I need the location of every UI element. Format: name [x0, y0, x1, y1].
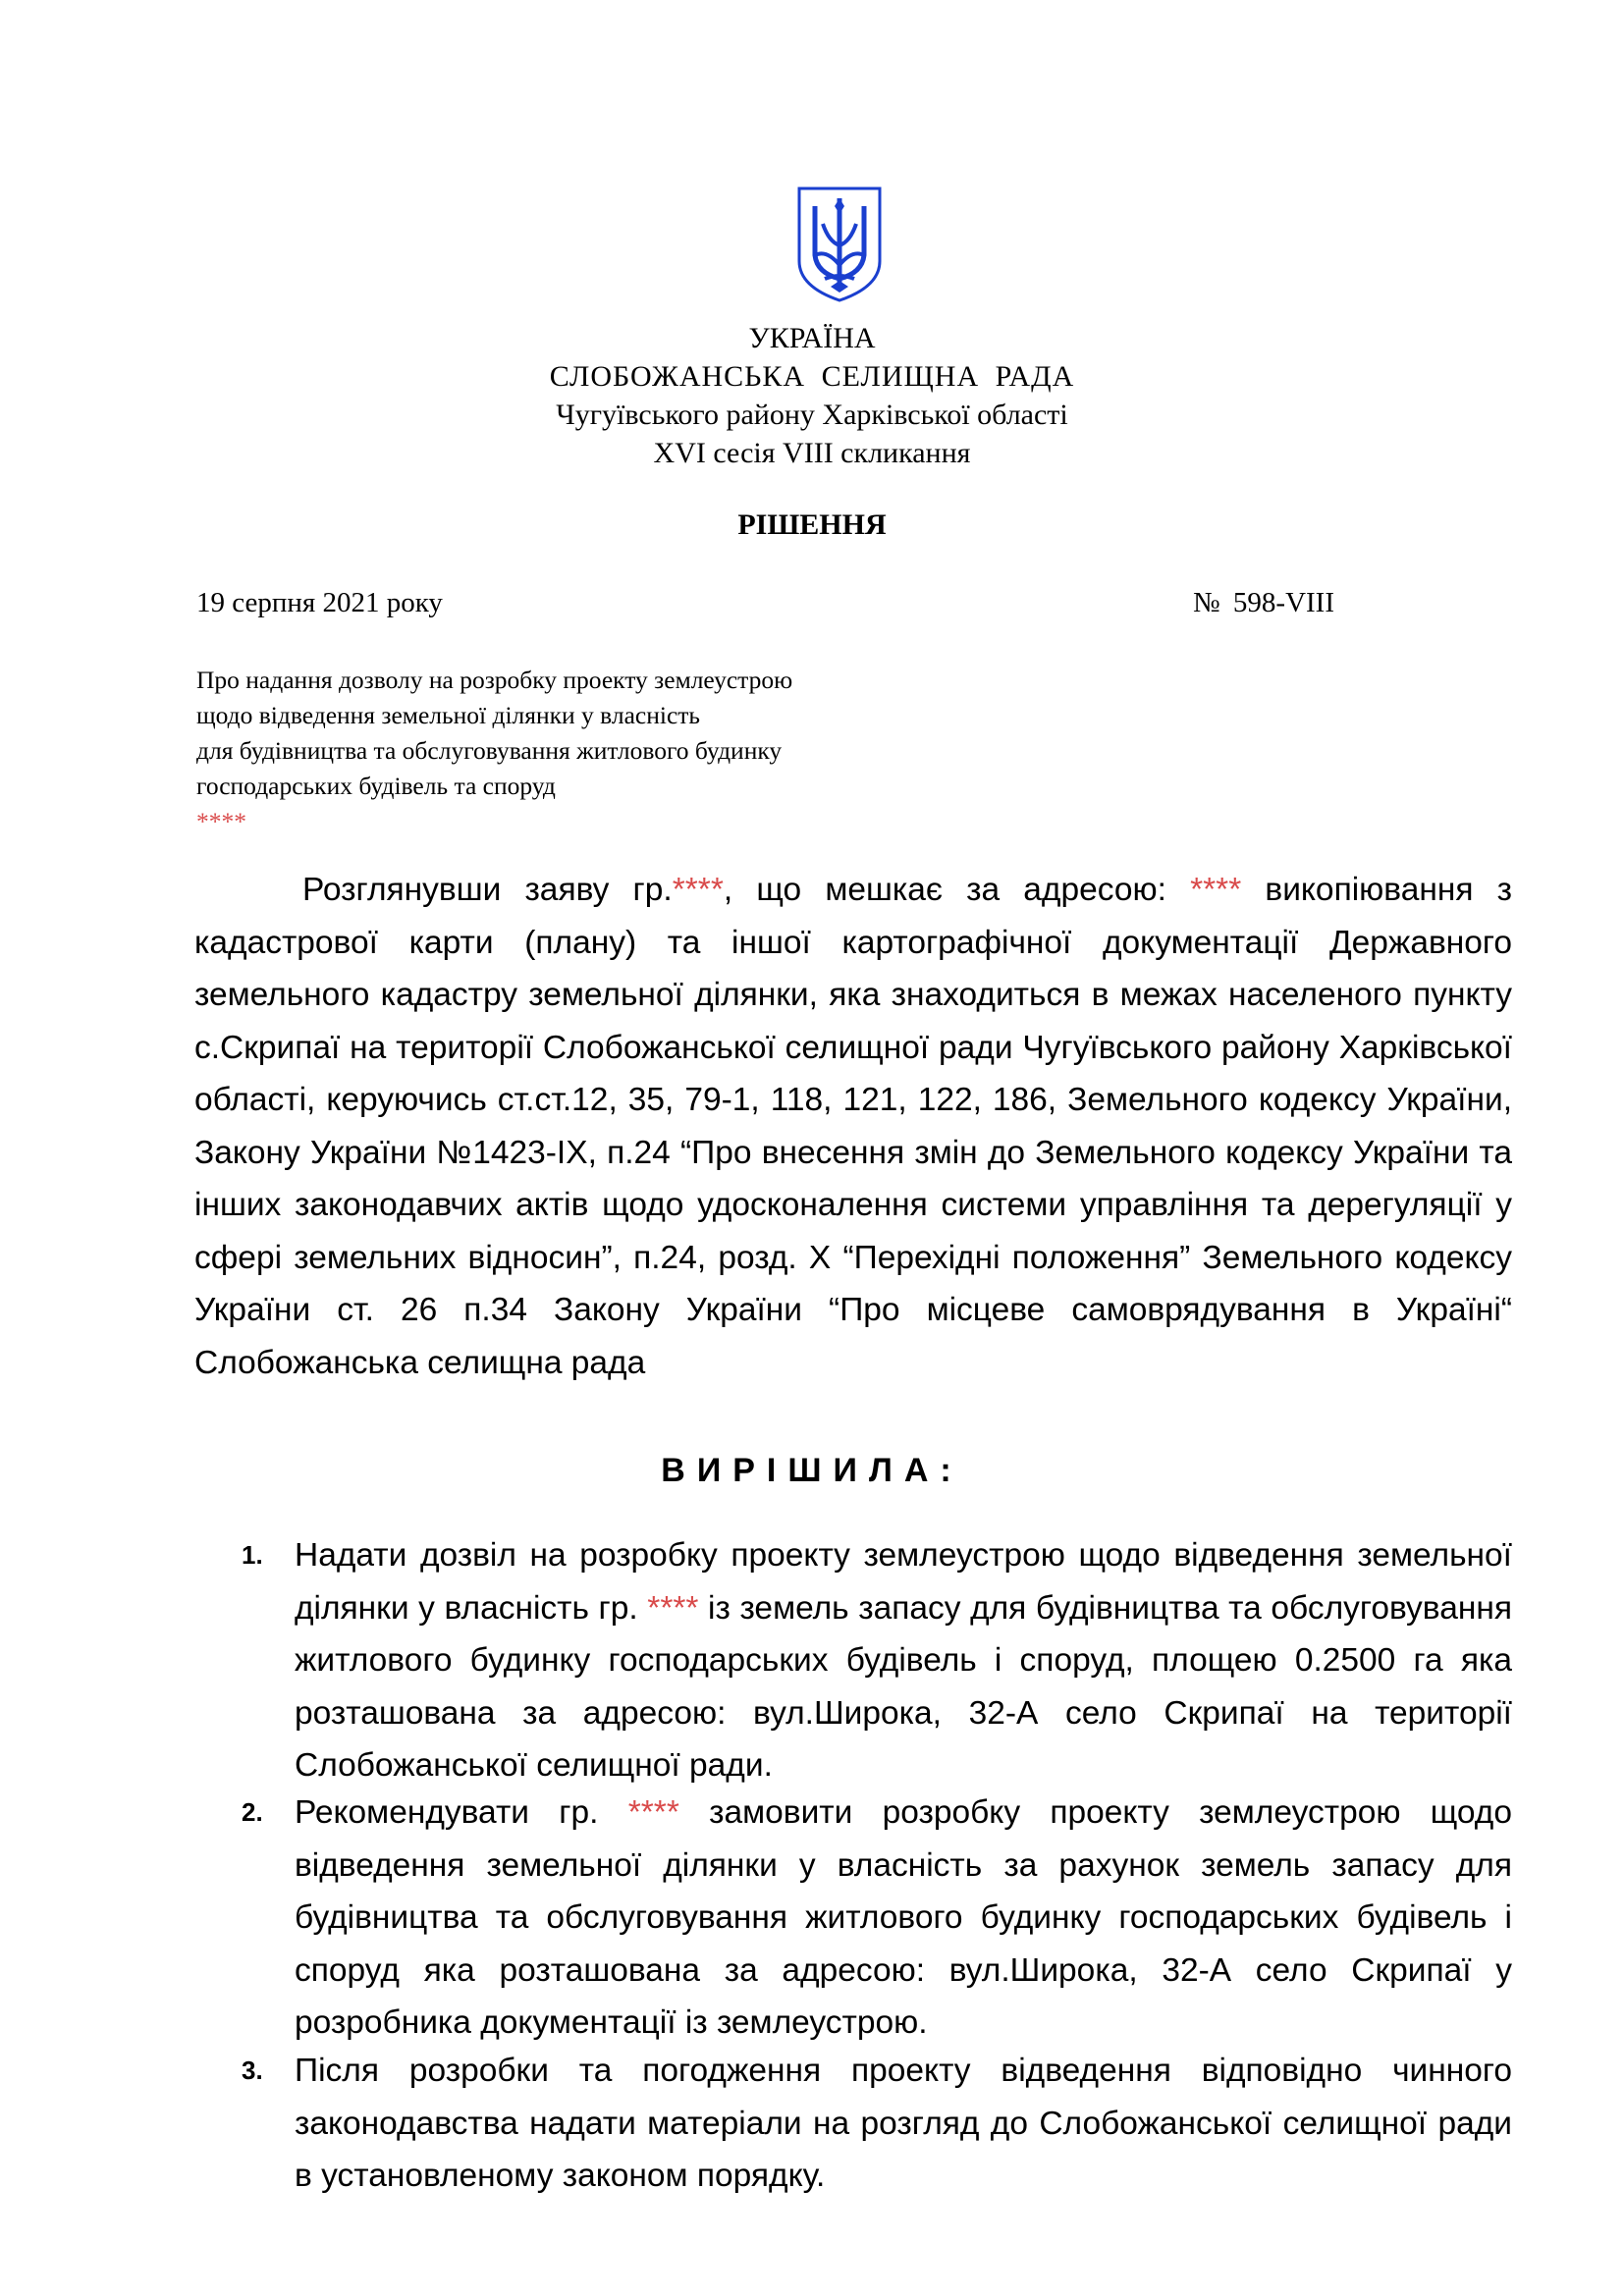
decision-title: РІШЕННЯ	[737, 508, 887, 541]
trident-coat-of-arms-icon	[795, 185, 884, 304]
council-heading: СЛОБОЖАНСЬКА СЕЛИЩНА РАДА	[549, 360, 1075, 393]
decision-item	[295, 2045, 1512, 2203]
item-number: 1.	[242, 1540, 263, 1570]
masked-applicant-name: ****	[672, 872, 724, 908]
item-text: із земель запасу для будівництва та обслуговування житлового будинку господарських будівель і споруд, площею 0.2500 га яка розташована за адресою: вул.Широка, 32-А село Скрипаї на території Слобожанської селищної ради.	[295, 1589, 1512, 1784]
masked-address: ****	[1190, 872, 1242, 908]
preamble-paragraph	[194, 864, 1512, 1389]
session-heading: XVI сесія VIII скликання	[653, 437, 971, 469]
masked-person-name: ****	[647, 1589, 699, 1627]
item-text: Після розробки та погодження проекту відведення відповідно чинного законодавства надати матеріали на розгляд до Слобожанської селищної ради в установленому законом порядку.	[295, 2053, 1512, 2194]
subject-line: щодо відведення земельної ділянки у власність	[196, 701, 701, 729]
decision-item	[295, 1529, 1512, 1792]
decision-date: 19 серпня 2021 року	[196, 587, 443, 618]
decision-subject	[196, 663, 792, 839]
resolved-heading: ВИРІШИЛА:	[661, 1452, 963, 1489]
item-text: замовити розробку проекту землеустрою щодо відведення земельної ділянки у власність за рахунок земель запасу для будівництва та обслуговування житлового будинку господарських будівель і споруд яка розташована за адресою: вул.Широка, 32-А село Скрипаї у розробника документації із землеустрою.	[295, 1794, 1512, 2041]
subject-line: Про надання дозволу на розробку проекту землеустрою	[196, 666, 793, 694]
district-heading: Чугуївського району Харківської області	[556, 399, 1068, 431]
masked-person-name: ****	[196, 807, 246, 835]
item-number: 2.	[242, 1797, 263, 1827]
subject-line: господарських будівель та споруд	[196, 772, 556, 800]
country-heading: УКРАЇНА	[748, 322, 876, 354]
preamble-text: , що мешкає за адресою:	[723, 872, 1191, 908]
item-text: Рекомендувати гр.	[295, 1794, 628, 1831]
preamble-text: Розглянувши заяву гр.	[302, 872, 673, 908]
decision-item	[295, 1787, 1512, 2050]
item-text: Надати дозвіл на розробку проекту землеустрою щодо відведення земельної ділянки у власність гр.	[295, 1537, 1512, 1627]
preamble-text: викопіювання з кадастрової карти (плану) та іншої картографічної документації Державного земельного кадастру земельної ділянки, яка знаходиться в межах населеного пункту с.Скрипаї на території Слобожанської селищної ради Чугуївського району Харківської області, керуючись ст.ст.12, 35, 79-1, 118, 121, 122, 186, Земельного кодексу України, Закону України №1423-IX, п.24 “Про внесення змін до Земельного кодексу України та інших законодавчих актів щодо удосконалення системи управління та дерегуляції у сфері земельних відносин”, п.24, розд. Х “Перехідні положення” Земельного кодексу України ст. 26 п.34 Закону України “Про місцеве самоврядування в Україні“ Слобожанська селищна рада	[194, 872, 1512, 1381]
item-number: 3.	[242, 2056, 263, 2085]
subject-line: для будівництва та обслуговування житлового будинку	[196, 736, 783, 765]
masked-person-name: ****	[627, 1794, 679, 1831]
decision-number: № 598-VIII	[1193, 587, 1334, 618]
